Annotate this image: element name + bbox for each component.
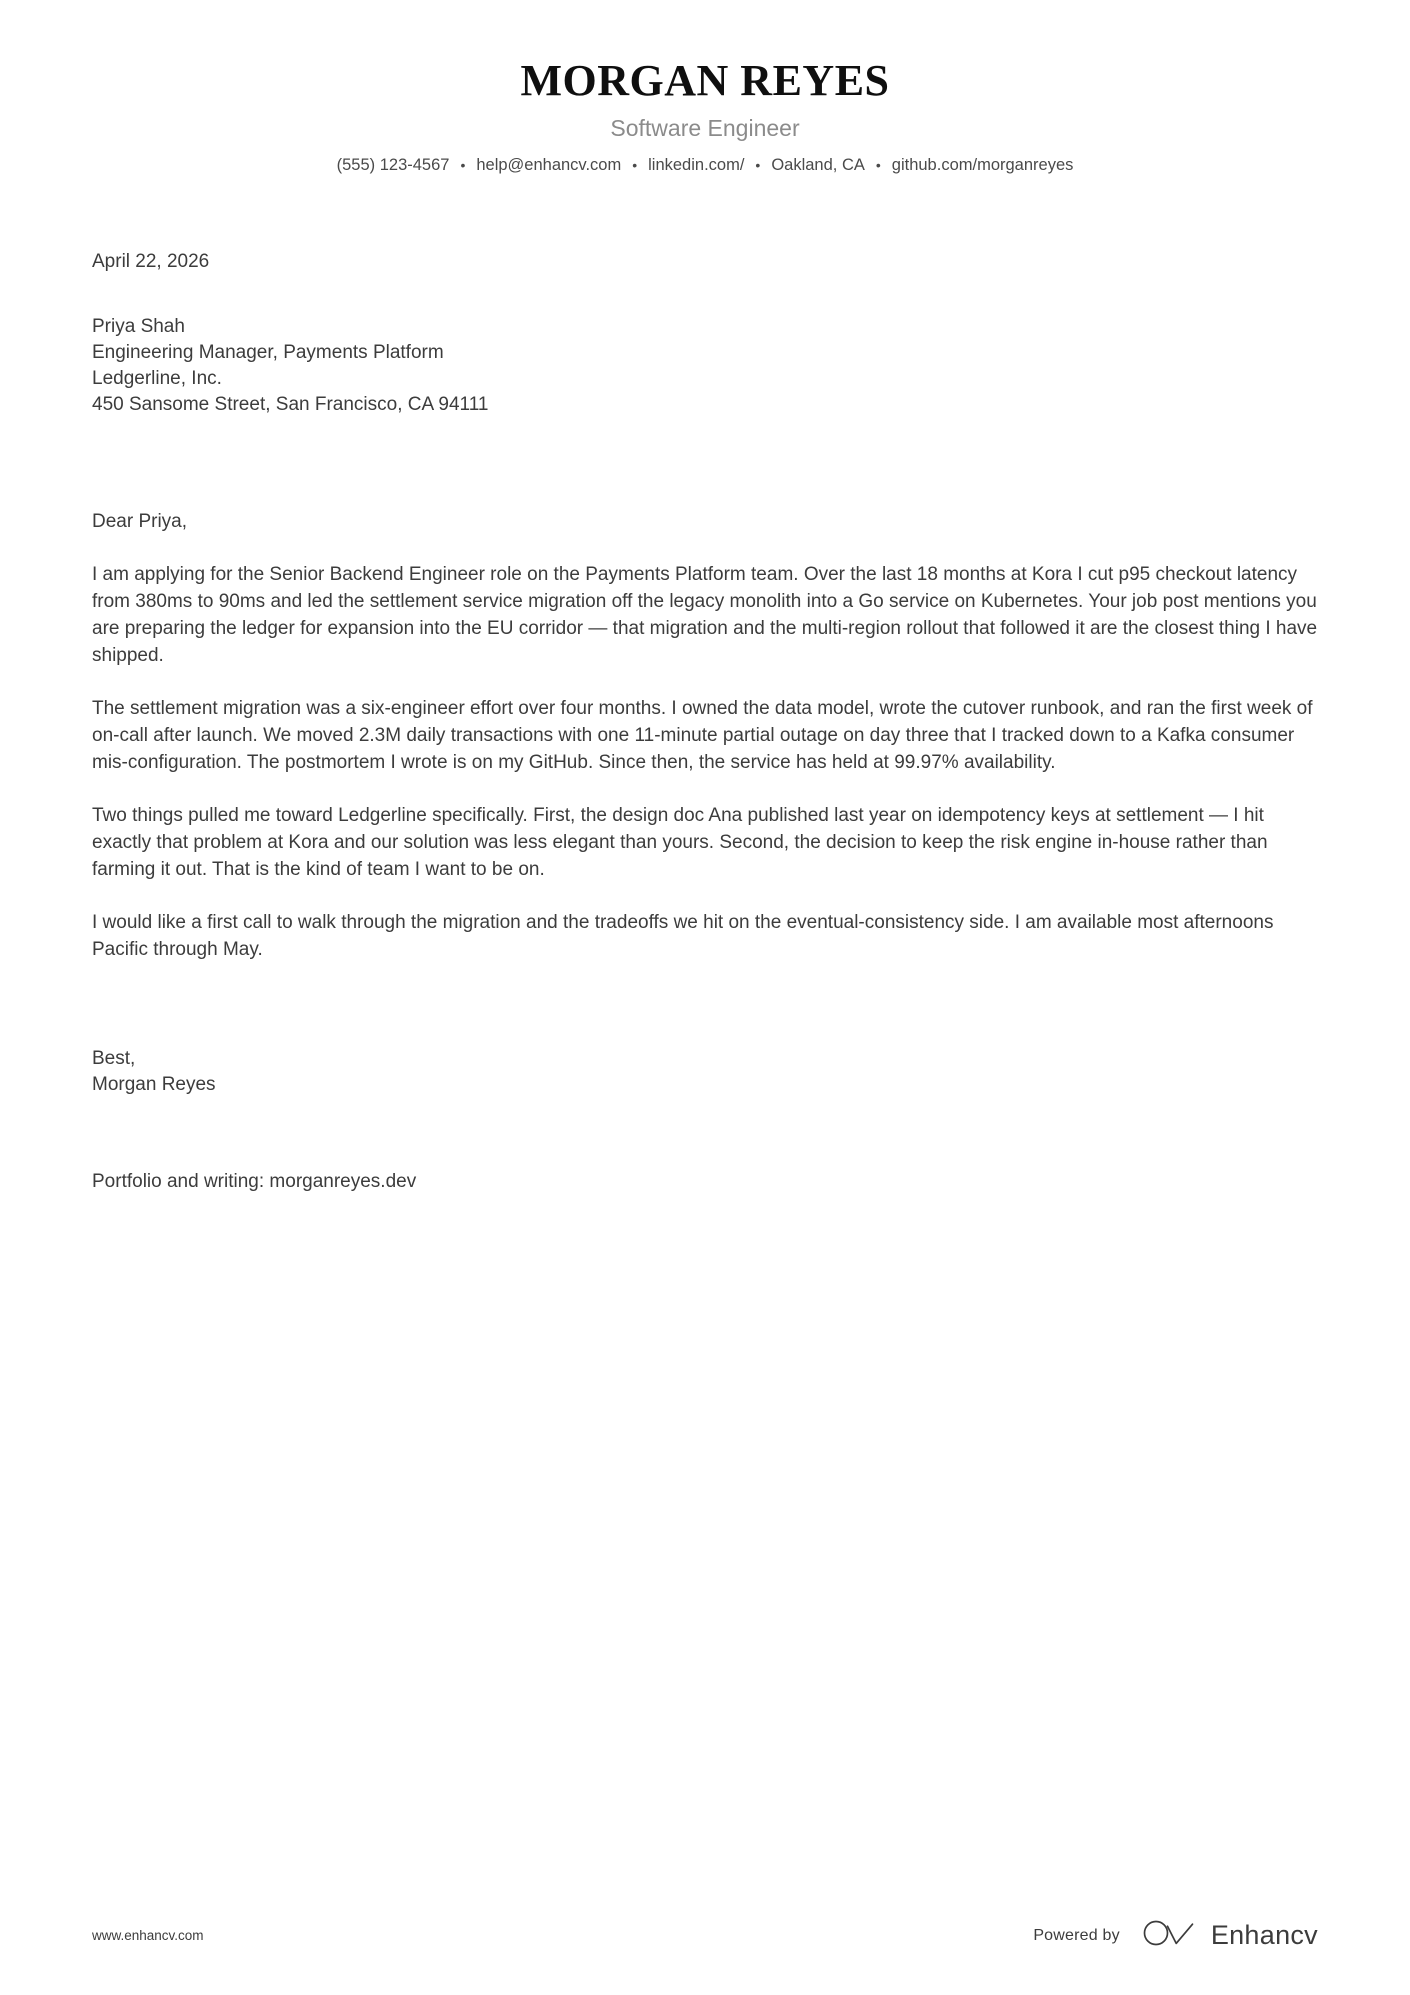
footer-website-url[interactable]: www.enhancv.com [92, 1928, 204, 1943]
signoff-block [92, 1046, 1318, 1098]
candidate-job-title: Software Engineer [610, 114, 800, 141]
candidate-name: MORGAN REYES [520, 56, 890, 105]
contact-phone: (555) 123-4567 [336, 156, 450, 175]
contact-line [0, 154, 1410, 177]
contact-email[interactable]: help@enhancv.com [476, 156, 622, 175]
letter-header [0, 0, 1410, 177]
body-paragraph-1: I am applying for the Senior Backend Engineer role on the Payments Platform team. Over the last 18 months at Kora I cut p95 checkout latency from 380ms to 90ms and led the settlement service migration off the legacy monolith into a Go service on Kubernetes. Your job post mentions you are preparing the ledger for expansion into the EU corridor — that migration and the multi-region rollout that followed it are the closest thing I have shipped. [92, 564, 1318, 667]
salutation: Dear Priya, [92, 510, 188, 532]
bullet-separator-icon: • [632, 156, 638, 173]
recipient-address: 450 Sansome Street, San Francisco, CA 94111 [92, 393, 489, 415]
contact-location: Oakland, CA [771, 156, 865, 175]
bullet-separator-icon: • [755, 156, 761, 173]
recipient-role: Engineering Manager, Payments Platform [92, 341, 444, 363]
recipient-block [92, 314, 1318, 418]
letter-date: April 22, 2026 [92, 251, 210, 273]
bullet-separator-icon: • [875, 156, 881, 173]
enhancv-wordmark: Enhancv [1210, 1920, 1318, 1950]
signature-name: Morgan Reyes [92, 1073, 216, 1095]
closing-phrase: Best, [92, 1047, 136, 1069]
enhancv-infinity-icon [1142, 1918, 1198, 1953]
footer-branding [1033, 1918, 1318, 1953]
powered-by-label: Powered by [1033, 1926, 1120, 1944]
body-paragraph-3: Two things pulled me toward Ledgerline specifically. First, the design doc Ana published last year on idempotency keys at settlement — I hit exactly that problem at Kora and our solution was less elegant than yours. Second, the decision to keep the risk engine in-house rather than farming it out. That is the kind of team I want to be on. [92, 805, 1268, 880]
contact-github[interactable]: github.com/morganreyes [891, 156, 1074, 175]
body-paragraph-4: I would like a first call to walk through the migration and the tradeoffs we hit on the eventual-consistency side. I am available most afternoons Pacific through May. [92, 911, 1274, 960]
bullet-separator-icon: • [460, 156, 466, 173]
recipient-name: Priya Shah [92, 315, 185, 337]
contact-linkedin[interactable]: linkedin.com/ [648, 156, 745, 175]
letter-body [0, 247, 1410, 1195]
body-paragraph-2: The settlement migration was a six-engineer effort over four months. I owned the data model, wrote the cutover runbook, and ran the first week of on-call after launch. We moved 2.3M daily transactions with one 11-minute partial outage on day three that I tracked down to a Kafka consumer mis-configuration. The postmortem I wrote is on my GitHub. Since then, the service has held at 99.97% availability. [92, 698, 1313, 774]
enhancv-logo[interactable] [1142, 1918, 1318, 1953]
recipient-company: Ledgerline, Inc. [92, 367, 222, 389]
page-footer [0, 1918, 1410, 1953]
postscript-line: Portfolio and writing: morganreyes.dev [92, 1170, 417, 1192]
